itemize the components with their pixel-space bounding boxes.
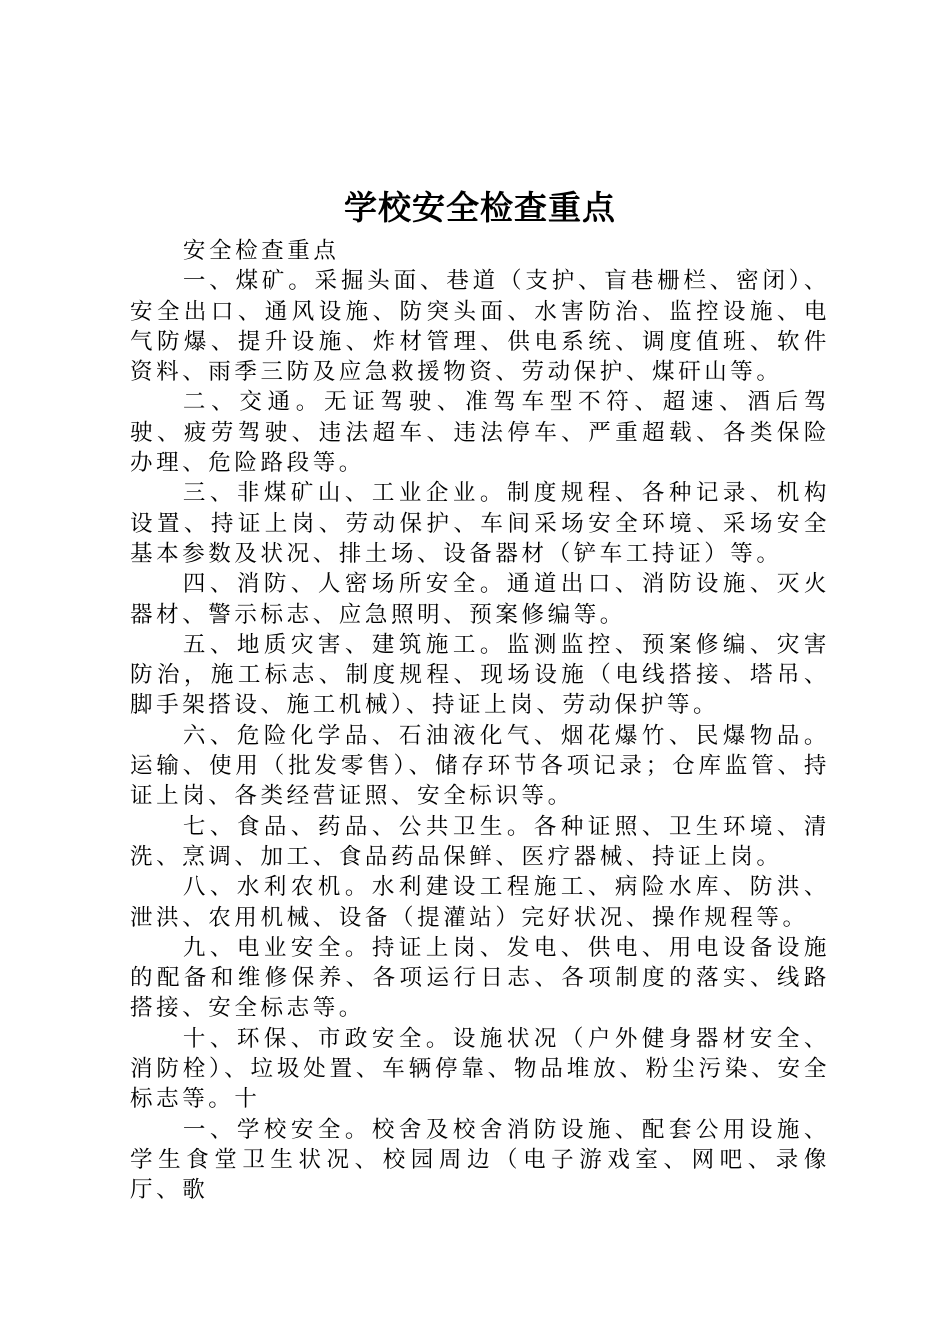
document-title: 学校安全检查重点 [344,188,616,227]
paragraph-traffic: 二、交通。无证驾驶、准驾车型不符、超速、酒后驾驶、疲劳驾驶、违法超车、违法停车、严重超载、各类保险办理、危险路段等。 [130,389,830,477]
paragraph-geology-construction: 五、地质灾害、建筑施工。监测监控、预案修编、灾害防治，施工标志、制度规程、现场设施（电线搭接、塔吊、脚手架搭设、施工机械）、持证上岗、劳动保护等。 [130,631,830,719]
paragraph-hazardous-chemicals: 六、危险化学品、石油液化气、烟花爆竹、民爆物品。运输、使用（批发零售）、储存环节各项记录；仓库监管、持证上岗、各类经营证照、安全标识等。 [130,722,830,810]
paragraph-school-safety: 一、学校安全。校舍及校舍消防设施、配套公用设施、学生食堂卫生状况、校园周边（电子游戏室、网吧、录像厅、歌 [130,1116,830,1204]
paragraph-heading: 安全检查重点 [182,238,340,264]
paragraph-water-agriculture: 八、水利农机。水利建设工程施工、病险水库、防洪、泄洪、农用机械、设备（提灌站）完好状况、操作规程等。 [130,874,830,931]
paragraph-food-drugs: 七、食品、药品、公共卫生。各种证照、卫生环境、清洗、烹调、加工、食品药品保鲜、医疗器械、持证上岗。 [130,813,830,870]
paragraph-electric-safety: 九、电业安全。持证上岗、发电、供电、用电设备设施的配备和维修保养、各项运行日志、各项制度的落实、线路搭接、安全标志等。 [130,934,830,1022]
paragraph-coal-mine: 一、煤矿。采掘头面、巷道（支护、盲巷栅栏、密闭）、安全出口、通风设施、防突头面、水害防治、监控设施、电气防爆、提升设施、炸材管理、供电系统、调度值班、软件资料、雨季三防及应急救援物资、劳动保护、煤矸山等。 [130,268,830,386]
paragraph-environment-municipal: 十、环保、市政安全。设施状况（户外健身器材安全、消防栓）、垃圾处置、车辆停靠、物品堆放、粉尘污染、安全标志等。十 [130,1025,830,1113]
paragraph-fire-safety: 四、消防、人密场所安全。通道出口、消防设施、灭火器材、警示标志、应急照明、预案修编等。 [130,571,830,628]
paragraph-non-coal-mines: 三、非煤矿山、工业企业。制度规程、各种记录、机构设置、持证上岗、劳动保护、车间采场安全环境、采场安全基本参数及状况、排土场、设备器材（铲车工持证）等。 [130,480,830,567]
document-page [130,180,830,1206]
